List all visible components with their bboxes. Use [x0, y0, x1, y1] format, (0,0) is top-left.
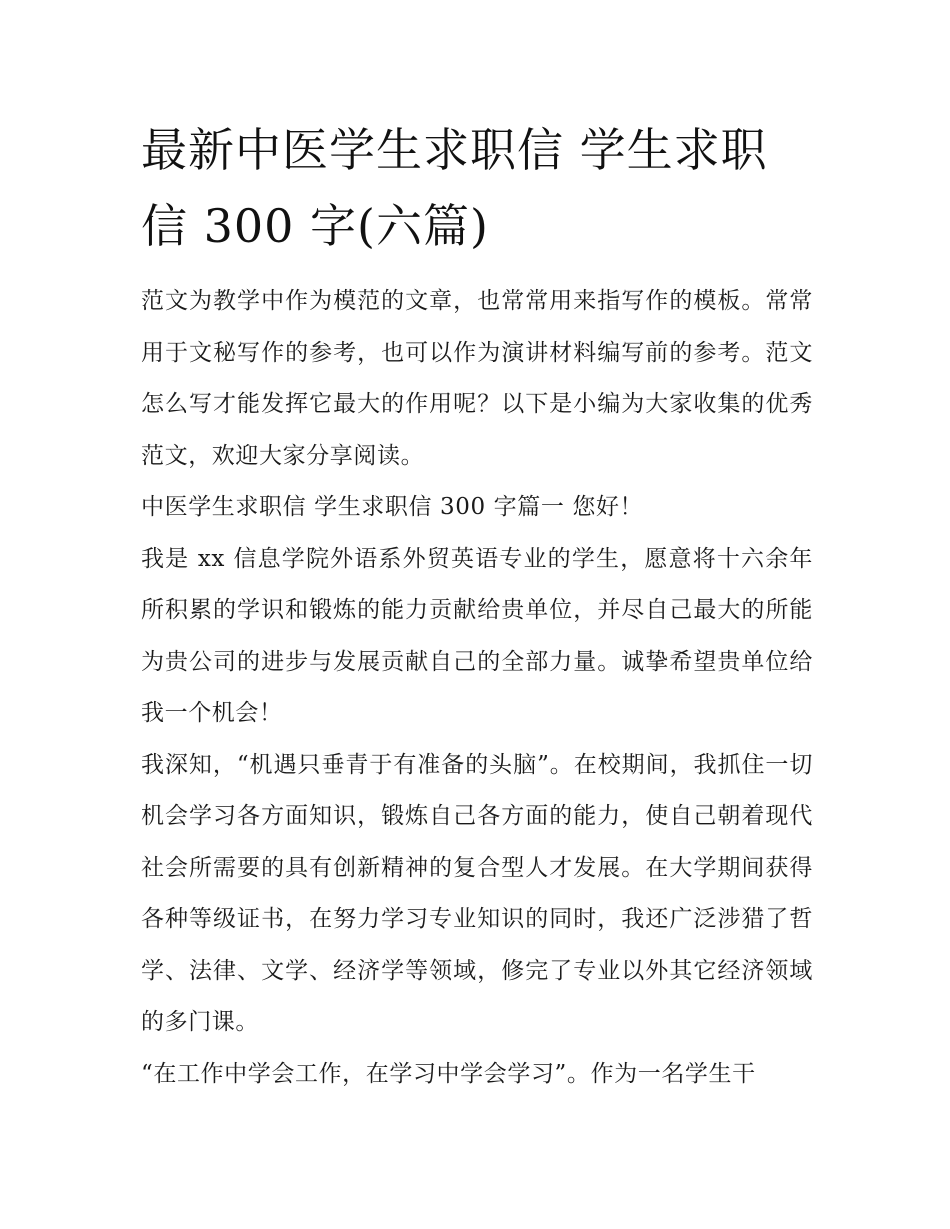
- document-body: [141, 112, 813, 1100]
- self-introduction-paragraph: 我是 xx 信息学院外语系外贸英语专业的学生，愿意将十六余年所积累的学识和锻炼的能力贡献给贵单位，并尽自己最大的所能为贵公司的进步与发展贡献自己的全部力量。诚挚希望贵单位给我一个机会！: [141, 545, 813, 726]
- work-experience-paragraph: “在工作中学会工作，在学习中学会学习”。作为一名学生干: [141, 1060, 756, 1087]
- document-title: 最新中医学生求职信 学生求职信 300 字(六篇): [141, 123, 768, 253]
- letter-heading-paragraph: 中医学生求职信 学生求职信 300 字篇一 您好！: [141, 494, 644, 520]
- study-experience-paragraph: 我深知，“机遇只垂青于有准备的头脑”。在校期间，我抓住一切机会学习各方面知识，锻炼自己各方面的能力，使自己朝着现代社会所需要的具有创新精神的复合型人才发展。在大学期间获得各种等级证书，在努力学习专业知识的同时，我还广泛涉猎了哲学、法律、文学、经济学等领域，修完了专业以外其它经济领域的多门课。: [141, 751, 813, 1035]
- intro-paragraph: 范文为教学中作为模范的文章，也常常用来指写作的模板。常常用于文秘写作的参考，也可以作为演讲材料编写前的参考。范文怎么写才能发挥它最大的作用呢？以下是小编为大家收集的优秀范文，欢迎大家分享阅读。: [141, 288, 813, 469]
